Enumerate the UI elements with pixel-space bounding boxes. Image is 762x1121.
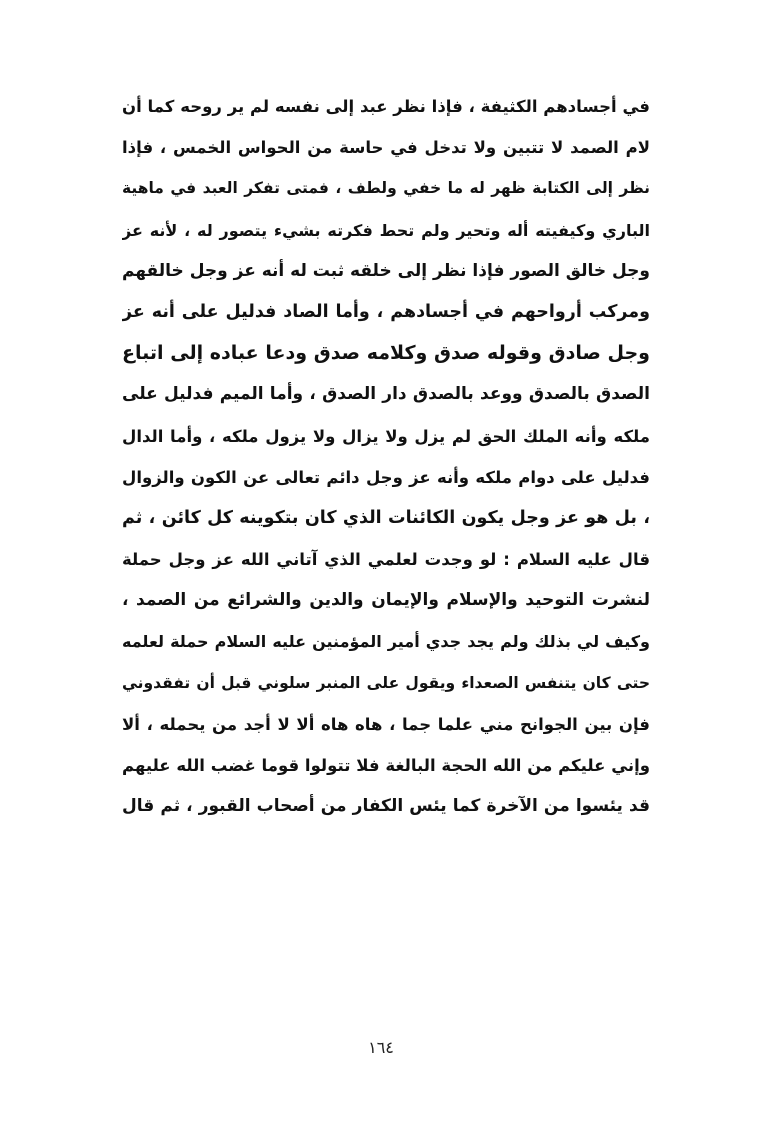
text-line: الباري وكيفيته أله وتحير ولم تحط فكرته بشيء يتصور له ، لأنه عز [122, 220, 650, 240]
text-line: لنشرت التوحيد والإسلام والإيمان والدين والشرائع من الصمد ، [122, 590, 650, 611]
text-line: ومركب أرواحهم في أجسادهم ، وأما الصاد فدليل على أنه عز [122, 301, 650, 322]
text-line: وجل صادق وقوله صدق وكلامه صدق ودعا عباده إلى اتباع [122, 342, 650, 365]
text-line: في أجسادهم الكثيفة ، فإذا نظر عبد إلى نفسه لم ير روحه كما أن [122, 97, 650, 116]
text-line: وإني عليكم من الله الحجة البالغة فلا تتولوا قوما غضب الله عليهم [122, 756, 650, 775]
text-line: حتى كان يتنفس الصعداء ويقول على المنبر سلوني قبل أن تفقدوني [122, 673, 650, 692]
text-line: وجل خالق الصور فإذا نظر إلى خلقه ثبت له أنه عز وجل خالقهم [122, 260, 650, 281]
text-line: نظر إلى الكتابة ظهر له ما خفي ولطف ، فمتى تفكر العبد في ماهية [122, 179, 650, 198]
text-line: قد يئسوا من الآخرة كما يئس الكفار من أصحاب القبور ، ثم قال [122, 796, 650, 817]
text-line: ملكه وأنه الملك الحق لم يزل ولا يزال ولا يزول ملكه ، وأما الدال [122, 426, 650, 446]
text-line: لام الصمد لا تتبين ولا تدخل في حاسة من الحواس الخمس ، فإذا [122, 138, 650, 158]
text-line: فإن بين الجوانح مني علما جما ، هاه هاه ألا لا أجد من يحمله ، ألا [122, 714, 650, 734]
body-text [122, 86, 650, 827]
page-number: ١٦٤ [368, 1038, 394, 1057]
text-line: ، بل هو عز وجل يكون الكائنات الذي كان بتكوينه كل كائن ، ثم [122, 507, 650, 528]
text-line: قال عليه السلام : لو وجدت لعلمي الذي آتاني الله عز وجل حملة [122, 550, 650, 570]
text-line: فدليل على دوام ملكه وأنه عز وجل دائم تعالى عن الكون والزوال [122, 467, 650, 487]
text-line: الصدق بالصدق ووعد بالصدق دار الصدق ، وأما الميم فدليل على [122, 384, 650, 405]
text-line: وكيف لي بذلك ولم يجد جدي أمير المؤمنين عليه السلام حملة لعلمه [122, 632, 650, 652]
